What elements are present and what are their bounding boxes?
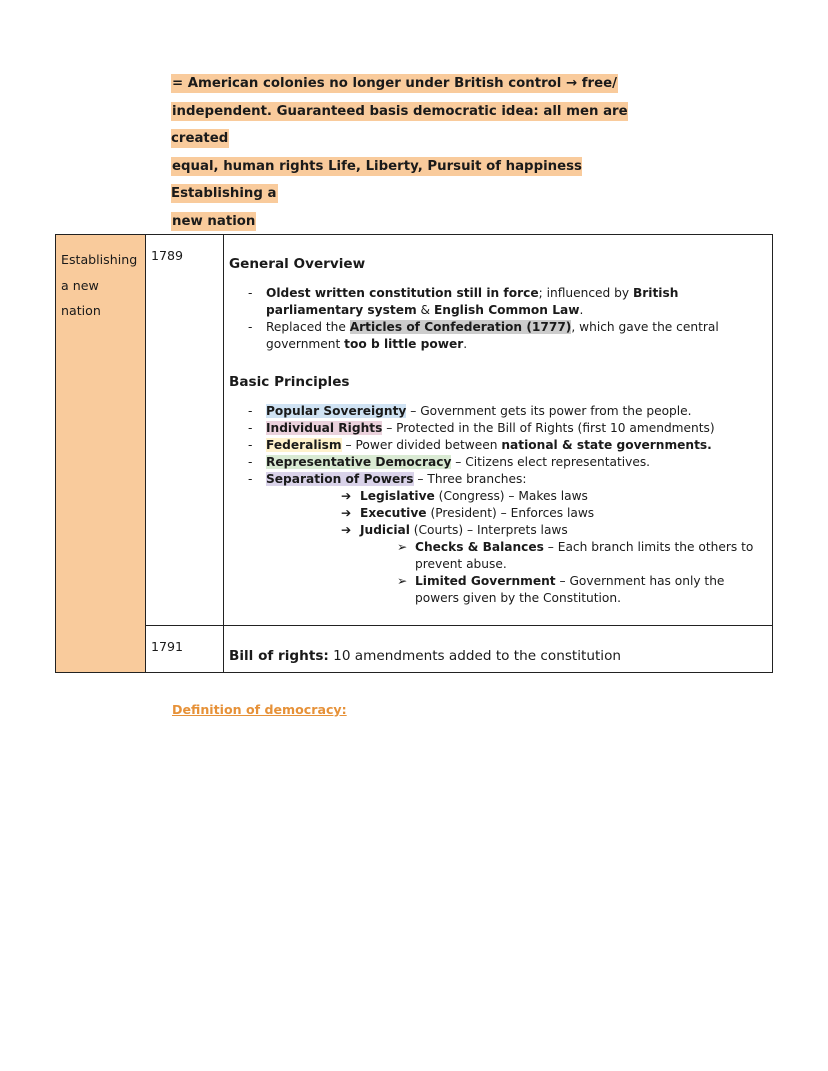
- intro-line-3: equal, human rights Life, Liberty, Pursuit of happiness Establishing a: [171, 158, 582, 201]
- content-cell-1789: [224, 235, 773, 626]
- era-cell: [56, 235, 146, 673]
- principle-item: - Federalism – Power divided between national & state governments.: [266, 437, 768, 454]
- branch-item: ➔ Legislative (Congress) – Makes laws: [341, 488, 768, 505]
- intro-summary: [171, 70, 651, 235]
- timeline-row-1791: [56, 626, 773, 673]
- overview-list: [229, 285, 768, 353]
- era-label-2: a new: [61, 277, 99, 293]
- timeline-table: [55, 234, 773, 673]
- general-overview-heading: General Overview: [229, 256, 366, 272]
- overview-item-constitution: - Oldest written constitution still in force; influenced by British parliamentary system & English Common Law.: [266, 285, 768, 319]
- basic-principles-heading: Basic Principles: [229, 374, 350, 390]
- principles-list: [229, 403, 768, 607]
- branches-list: [266, 488, 768, 607]
- intro-line-1: = American colonies no longer under British control → free/: [172, 76, 617, 91]
- intro-line-2: independent. Guaranteed basis democratic idea: all men are created: [171, 103, 628, 146]
- era-label-1: Establishing: [61, 252, 138, 267]
- era-label-3: nation: [61, 303, 101, 318]
- year-cell: 1791: [146, 626, 224, 673]
- definition-of-democracy-link[interactable]: Definition of democracy:: [172, 702, 347, 717]
- principle-item: - Representative Democracy – Citizens elect representatives.: [266, 454, 768, 471]
- year-cell: 1789: [146, 235, 224, 626]
- content-cell-1791: [224, 626, 773, 673]
- sub-principle-item: ➢ Checks & Balances – Each branch limits the others to prevent abuse.: [397, 539, 768, 573]
- principle-item: - Individual Rights – Protected in the Bill of Rights (first 10 amendments): [266, 420, 768, 437]
- bill-of-rights-text: Bill of rights: 10 amendments added to the constitution: [229, 648, 622, 664]
- overview-item-articles: - Replaced the Articles of Confederation (1777), which gave the central government too b little power.: [266, 319, 768, 353]
- principle-item: - Separation of Powers – Three branches: ➔ Legislative (Congress) – Makes laws ➔ Executive (President) – Enforces laws ➔ Judicial (Courts) – Interprets laws ➢ Checks & Balances – Each branch limits the others to prevent abuse. ➢ Limited Government – Government has only the powers given by the Constitution.: [266, 471, 768, 607]
- principle-item: - Popular Sovereignty – Government gets its power from the people.: [266, 403, 768, 420]
- timeline-row-1789: [56, 235, 773, 626]
- intro-line-4: new nation: [172, 213, 256, 229]
- branch-item: ➔ Executive (President) – Enforces laws: [341, 505, 768, 522]
- branch-item: ➔ Judicial (Courts) – Interprets laws ➢ Checks & Balances – Each branch limits the others to prevent abuse. ➢ Limited Government – Government has only the powers given by the Constitution.: [341, 522, 768, 607]
- sub-principle-item: ➢ Limited Government – Government has only the powers given by the Constitution.: [397, 573, 768, 607]
- sub-principles-list: [360, 539, 768, 607]
- bill-of-rights-label: Bill of rights:: [229, 648, 329, 664]
